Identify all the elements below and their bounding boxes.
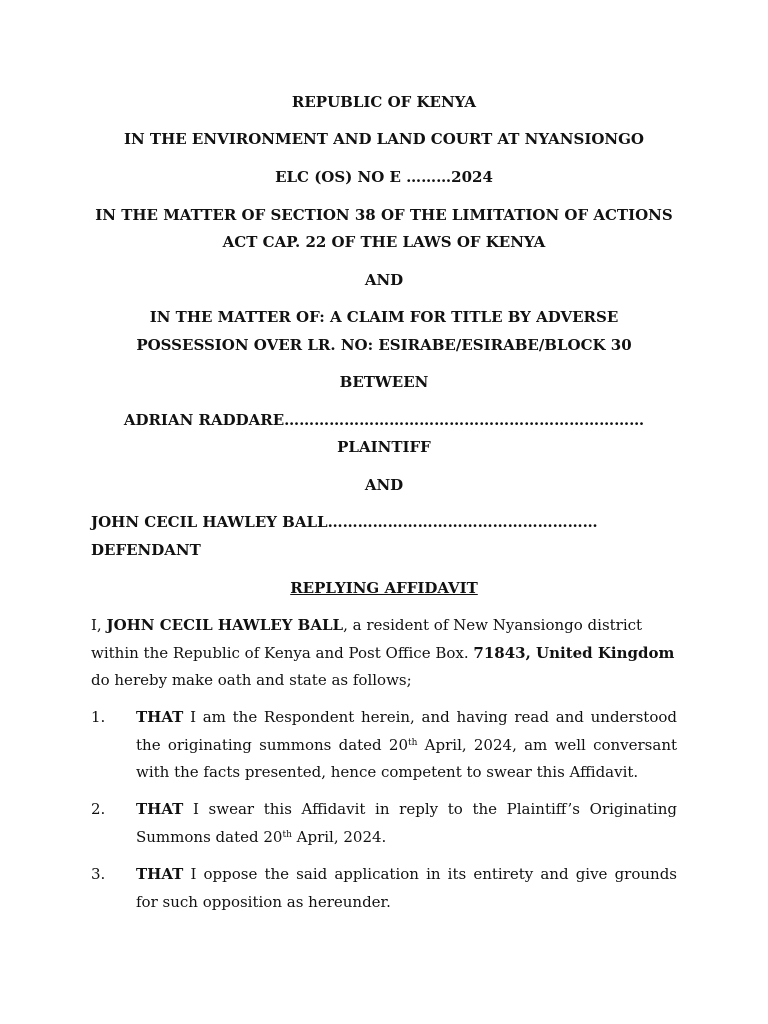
matter-claim-line-1: IN THE MATTER OF: A CLAIM FOR TITLE BY ADVERSE — [149, 308, 619, 326]
list-item: 1. THAT I am the Respondent herein, and having read and understood the originating summons dated 20th April, 2024, am well conversant with the facts presented, hence competent to swear this Affidavit. — [91, 704, 677, 787]
republic-heading: REPUBLIC OF KENYA — [291, 93, 477, 111]
item-number: 1. — [91, 708, 106, 726]
and-heading-1: AND — [364, 271, 404, 289]
matter-claim-line-2: POSSESSION OVER LR. NO: ESIRABE/ESIRABE/BLOCK 30 — [136, 336, 632, 354]
plaintiff-line: ADRIAN RADDARE……………………………………………………………… — [123, 411, 645, 429]
court-heading: IN THE ENVIRONMENT AND LAND COURT AT NYANSIONGO — [123, 130, 644, 148]
matter-section-line-1: IN THE MATTER OF SECTION 38 OF THE LIMITATION OF ACTIONS — [95, 206, 673, 224]
defendant-role: DEFENDANT — [91, 541, 201, 559]
matter-section-line-2: ACT CAP. 22 OF THE LAWS OF KENYA — [222, 233, 546, 251]
list-item: 3. THAT I oppose the said application in its entirety and give grounds for such opposition as hereunder. — [91, 861, 677, 916]
between-heading: BETWEEN — [339, 373, 429, 391]
list-item: 2. THAT I swear this Affidavit in reply to the Plaintiff’s Originating Summons dated 20th April, 2024. — [91, 796, 677, 851]
and-heading-2: AND — [364, 476, 404, 494]
deponent-name: JOHN CECIL HAWLEY BALL — [106, 616, 344, 634]
intro-paragraph: I, JOHN CECIL HAWLEY BALL, a resident of New Nyansiongo district within the Republic of Kenya and Post Office Box. 71843, United Kingdom do hereby make oath and state as follows; — [91, 616, 675, 689]
affidavit-title: REPLYING AFFIDAVIT — [290, 579, 478, 597]
item-number: 2. — [91, 800, 106, 818]
post-office-box: 71843, United Kingdom — [473, 643, 675, 662]
case-number: ELC (OS) NO E ………2024 — [275, 168, 493, 186]
plaintiff-role: PLAINTIFF — [337, 438, 431, 456]
item-number: 3. — [91, 865, 106, 883]
defendant-line: JOHN CECIL HAWLEY BALL……………………………………………… — [91, 513, 598, 531]
